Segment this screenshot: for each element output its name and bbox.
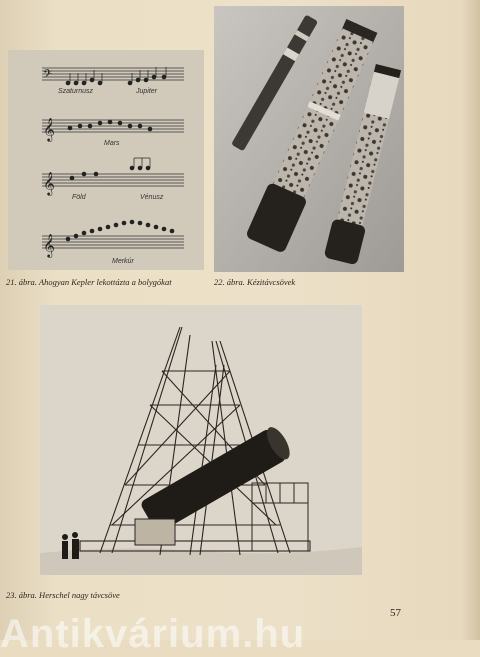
staff-label-jupiter: Jupiter [136,88,158,95]
page-number: 57 [390,607,401,619]
svg-text:𝄞: 𝄞 [43,171,55,195]
figure-22-caption: 22. ábra. Kézitávcsövek [214,277,296,287]
staff-label-mercury: Merkúr [112,258,134,265]
telescopes-photo [214,6,404,272]
staff-label-saturn: Szaturnusz [58,88,94,95]
staff-label-earth: Föld [72,194,86,201]
staff-label-mars: Mars [104,140,120,147]
herschel-engraving [40,305,362,575]
staff-label-venus: Vénusz [140,194,164,201]
figure-herschel-telescope [40,305,362,575]
figure-21-caption: 21. ábra. Ahogyan Kepler lekottázta a bolygókat [6,277,172,287]
svg-text:𝄞: 𝄞 [43,117,55,141]
svg-text:𝄞: 𝄞 [43,233,55,257]
figure-kepler-staves [8,50,204,270]
kepler-staves-illustration [8,50,204,270]
watermark: Antikvárium.hu [0,612,306,656]
figure-hand-telescopes [214,6,404,272]
svg-text:𝄢: 𝄢 [43,68,53,84]
figure-23-caption: 23. ábra. Herschel nagy távcsöve [6,590,120,600]
